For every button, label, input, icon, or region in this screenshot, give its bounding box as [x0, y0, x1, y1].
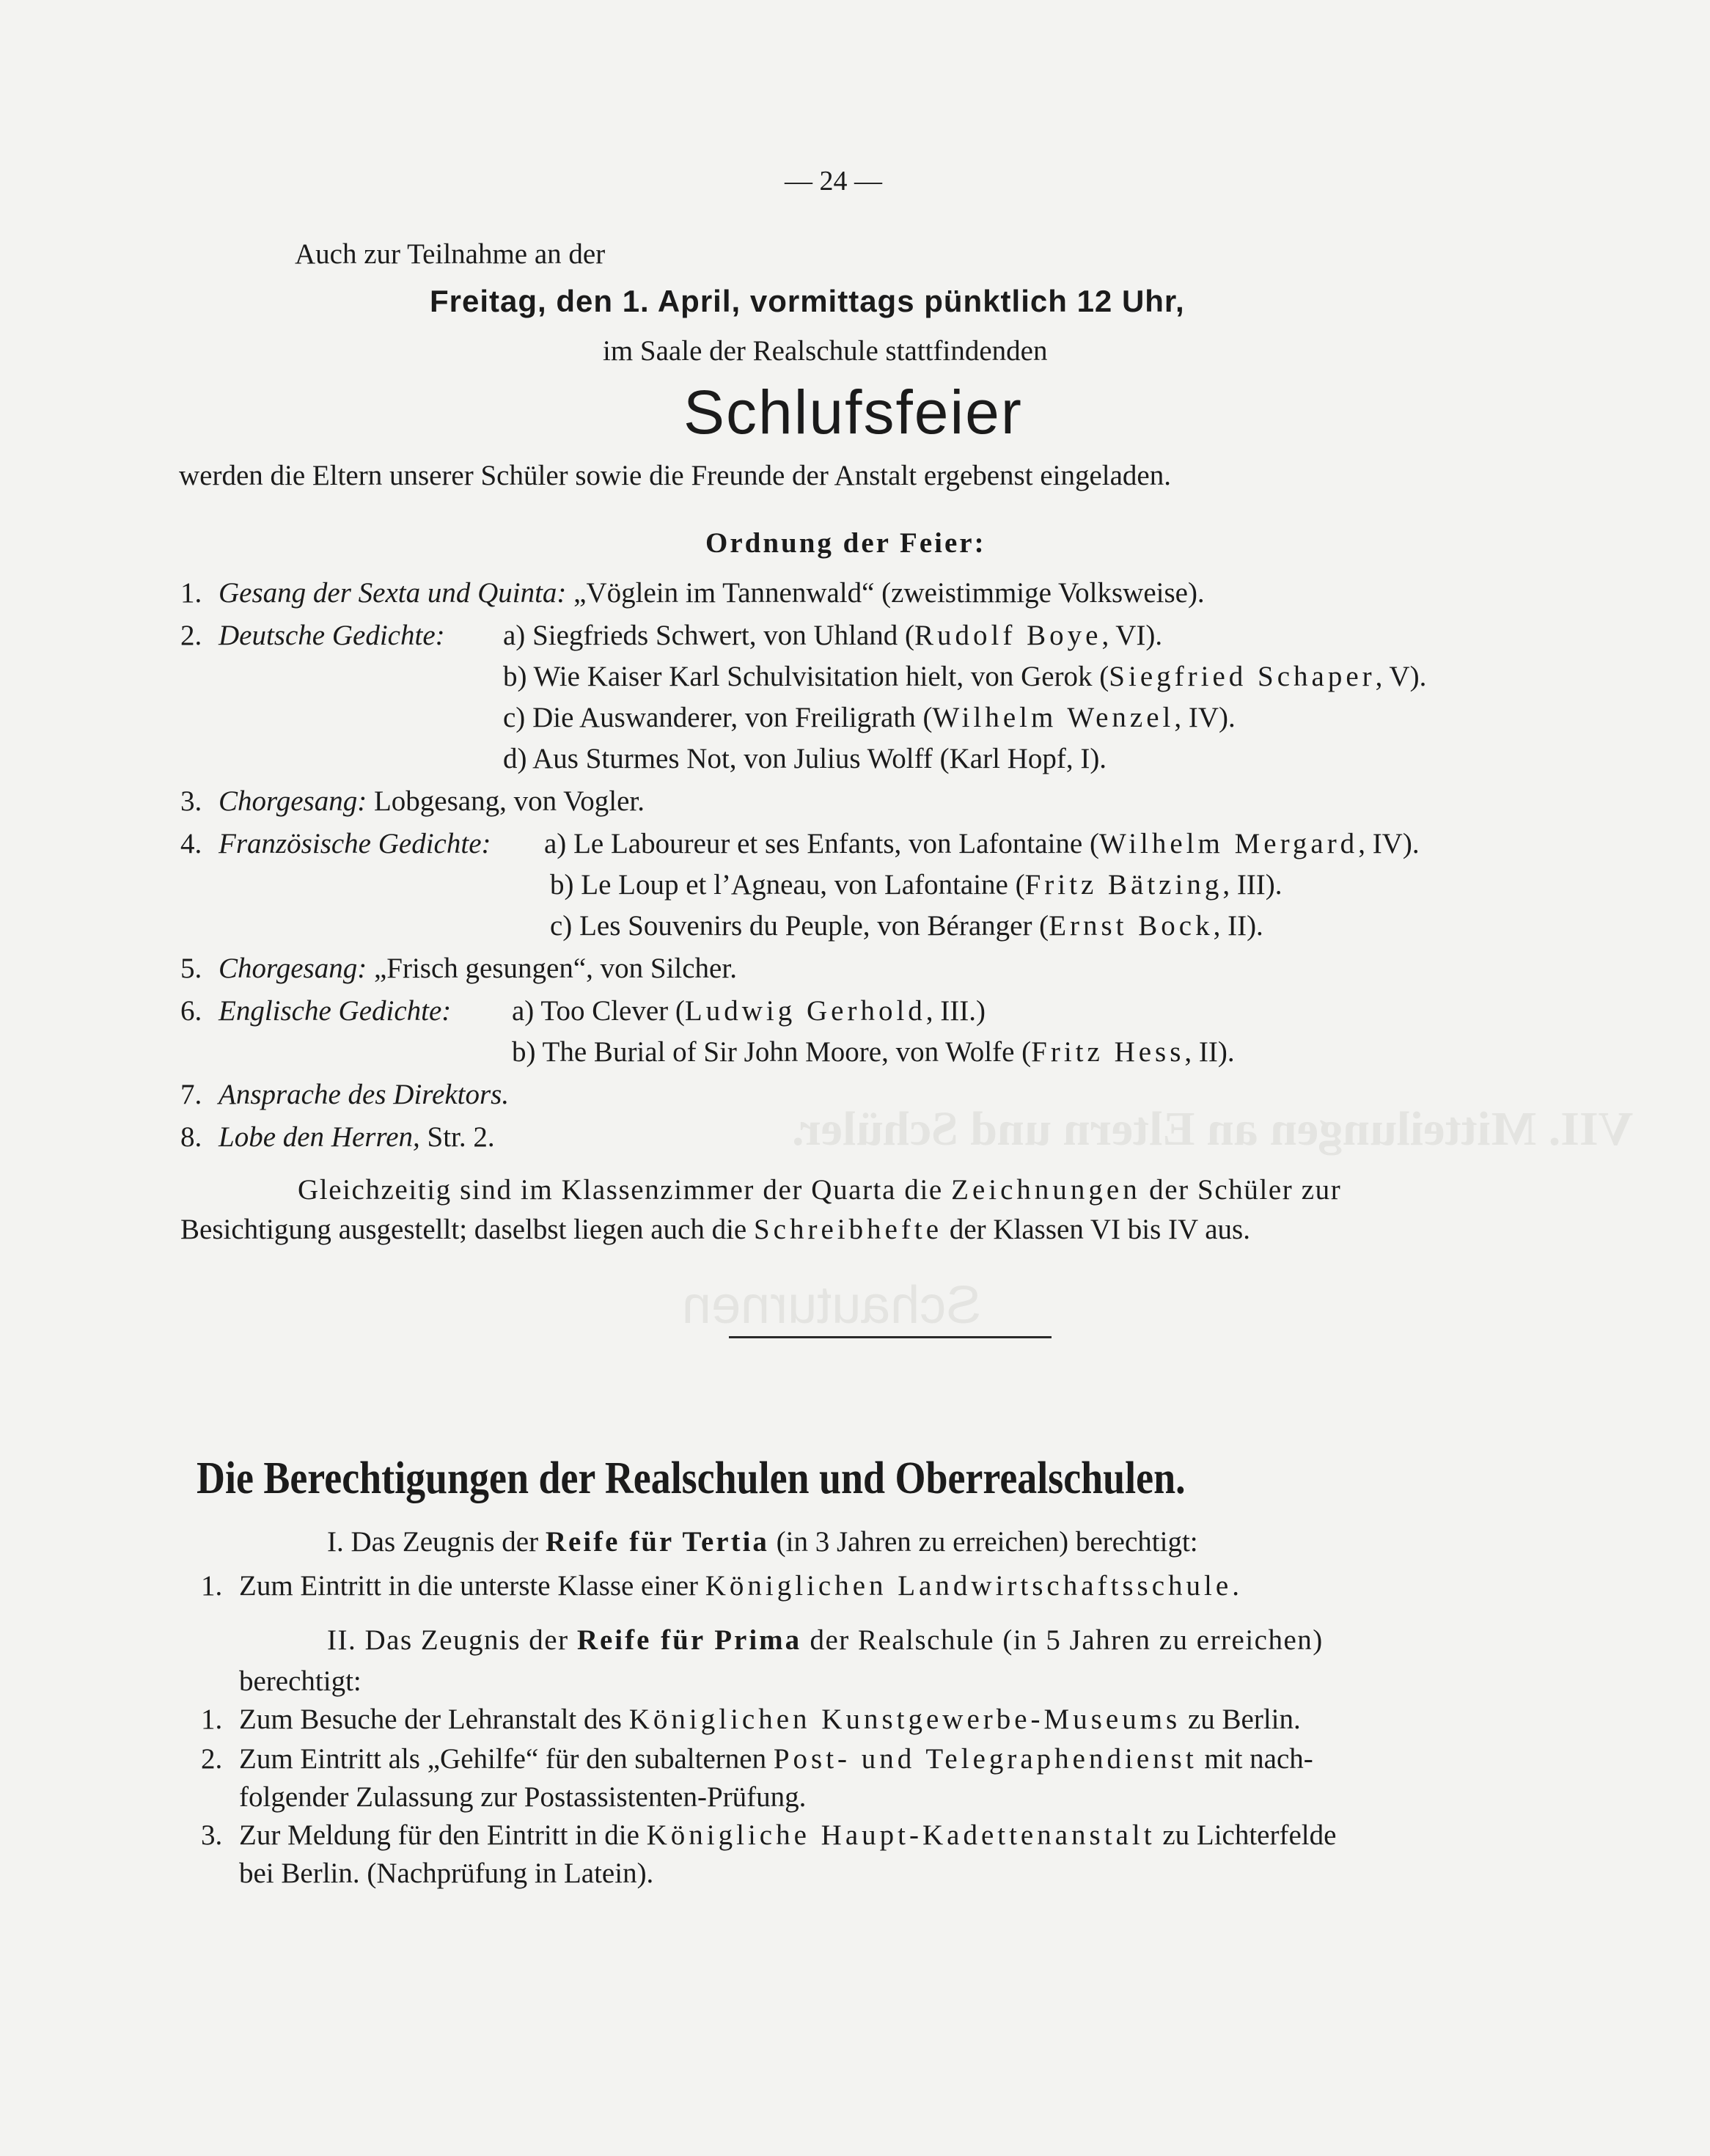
item-number: 5. — [180, 953, 202, 984]
sub-letter: a) — [503, 620, 526, 651]
program-item-1 — [180, 575, 1205, 612]
sub-text: Siegfrieds Schwert, von Uhland ( — [532, 620, 915, 651]
sub-text: Too Clever ( — [540, 995, 685, 1027]
bleed-through-subheading: Schauturnen — [682, 1276, 982, 1335]
rights-section-2-item-2-cont: folgender Zulassung zur Postassistenten-Prüfung. — [239, 1781, 807, 1813]
item-number: 8. — [180, 1121, 202, 1153]
exhibition-note-line-1: Gleichzeitig sind im Klassenzimmer der Quarta die Zeichnungen der Schüler zur — [298, 1174, 1342, 1206]
invite-line-5: werden die Eltern unserer Schüler sowie die Freunde der Anstalt ergebenst eingeladen. — [179, 460, 1171, 491]
sub-person: Rudolf Boye — [914, 620, 1102, 651]
item-number: 6. — [180, 995, 202, 1027]
program-item-8 — [180, 1119, 495, 1156]
program-sub-6b — [512, 1034, 1235, 1071]
sub-letter: a) — [512, 995, 535, 1027]
item-text: „Frisch gesungen“, von Silcher. — [367, 953, 737, 984]
program-sub-2d — [503, 741, 1107, 777]
sub-letter: d) — [503, 743, 527, 774]
section-divider — [729, 1336, 1052, 1338]
sub-letter: b) — [503, 661, 527, 692]
sub-letter: b) — [550, 869, 574, 901]
exhibition-note-line-2: Besichtigung ausgestellt; daselbst liegen auch die Schreibhefte der Klassen VI bis IV aus. — [180, 1214, 1250, 1245]
sub-text: Le Laboureur et ses Enfants, von Lafontaine ( — [573, 828, 1099, 859]
rights-section-1-item-1: 1. Zum Eintritt in die unterste Klasse einer Königlichen Landwirtschaftsschule. — [201, 1570, 1239, 1602]
item-label: Chorgesang: — [219, 785, 367, 817]
sub-end: , IV). — [1174, 702, 1236, 733]
sub-person: Wilhelm Wenzel — [932, 702, 1175, 733]
program-item-7 — [180, 1077, 509, 1113]
sub-text: Wie Kaiser Karl Schulvisitation hielt, von Gerok ( — [533, 661, 1109, 692]
invite-date-line: Freitag, den 1. April, vormittags pünktlich 12 Uhr, — [430, 284, 1185, 318]
sub-person: Siegfried Schaper — [1109, 661, 1376, 692]
sub-text: The Burial of Sir John Moore, von Wolfe ( — [542, 1036, 1032, 1068]
item-label: Deutsche Gedichte: — [219, 620, 445, 651]
program-heading: Ordnung der Feier: — [705, 527, 986, 559]
sub-letter: a) — [544, 828, 567, 859]
rights-section-2-item-3: 3. Zur Meldung für den Eintritt in die Königliche Haupt-Kadettenanstalt zu Lichterfelde — [201, 1819, 1337, 1851]
event-title: Schlufsfeier — [683, 378, 1023, 447]
program-item-6 — [180, 993, 451, 1030]
sub-end: , II). — [1213, 910, 1263, 942]
sub-person: Fritz Hess — [1031, 1036, 1185, 1068]
program-sub-4a — [544, 826, 1420, 862]
sub-person: Fritz Bätzing — [1024, 869, 1223, 901]
sub-text: Les Souvenirs du Peuple, von Béranger ( — [579, 910, 1049, 942]
sub-end: , III). — [1222, 869, 1282, 901]
item-label: Französische Gedichte: — [219, 828, 491, 859]
invite-line-1: Auch zur Teilnahme an der — [295, 238, 606, 270]
item-text: Lobgesang, von Vogler. — [367, 785, 645, 817]
item-number: 7. — [180, 1079, 202, 1110]
item-label: Gesang der Sexta und Quinta: — [219, 577, 567, 609]
sub-text: Le Loup et l’Agneau, von Lafontaine ( — [581, 869, 1025, 901]
sub-letter: c) — [550, 910, 573, 942]
item-label: Englische Gedichte: — [219, 995, 452, 1027]
sub-person: Ernst Bock — [1049, 910, 1214, 942]
invite-line-3: im Saale der Realschule stattfindenden — [603, 335, 1048, 367]
sub-text: Die Auswanderer, von Freiligrath ( — [532, 702, 933, 733]
program-item-5 — [180, 950, 737, 987]
sub-end: , III.) — [925, 995, 986, 1027]
item-number: 2. — [180, 620, 202, 651]
rights-section-2-item-1: 1. Zum Besuche der Lehranstalt des Königlichen Kunstgewerbe-Museums zu Berlin. — [201, 1704, 1301, 1735]
program-item-4 — [180, 826, 491, 862]
sub-end: , IV). — [1358, 828, 1420, 859]
program-sub-2b — [503, 659, 1426, 695]
program-sub-2a — [503, 617, 1162, 654]
rights-section-2: II. Das Zeugnis der Reife für Prima der Realschule (in 5 Jahren zu erreichen) — [327, 1624, 1324, 1656]
rights-section-2-item-2: 2. Zum Eintritt als „Gehilfe“ für den subalternen Post- und Telegraphendienst mit nach- — [201, 1743, 1313, 1775]
sub-end: , VI). — [1101, 620, 1163, 651]
program-item-3 — [180, 783, 645, 820]
program-sub-4b — [550, 867, 1282, 903]
item-number: 3. — [180, 785, 202, 817]
sub-end: , V). — [1375, 661, 1427, 692]
rights-section-1: I. Das Zeugnis der Reife für Tertia (in 3 Jahren zu erreichen) berechtigt: — [327, 1526, 1198, 1558]
item-text: Str. 2. — [419, 1121, 495, 1153]
item-number: 1. — [180, 577, 202, 609]
page-number: — 24 — — [785, 166, 882, 197]
sub-person: Wilhelm Mergard — [1098, 828, 1359, 859]
sub-end: , II). — [1184, 1036, 1235, 1068]
item-label: Lobe den Herren, — [219, 1121, 420, 1153]
item-label: Ansprache des Direktors. — [219, 1079, 510, 1110]
program-sub-4c — [550, 908, 1263, 945]
program-item-2 — [180, 617, 445, 654]
rights-section-2-item-3-cont: bei Berlin. (Nachprüfung in Latein). — [239, 1858, 654, 1889]
program-sub-6a — [512, 993, 986, 1030]
item-number: 4. — [180, 828, 202, 859]
sub-letter: b) — [512, 1036, 536, 1068]
sub-text: Aus Sturmes Not, von Julius Wolff (Karl Hopf, I). — [532, 743, 1107, 774]
rights-section-2-continuation: berechtigt: — [239, 1665, 362, 1697]
sub-person: Ludwig Gerhold — [684, 995, 926, 1027]
sub-letter: c) — [503, 702, 526, 733]
rights-heading: Die Berechtigungen der Realschulen und Oberrealschulen. — [197, 1453, 1186, 1503]
program-sub-2c — [503, 700, 1236, 736]
item-text: „Vöglein im Tannenwald“ (zweistimmige Volksweise). — [566, 577, 1205, 609]
bleed-through-heading: VII. Mitteilungen an Eltern und Schüler. — [792, 1102, 1634, 1156]
item-label: Chorgesang: — [219, 953, 367, 984]
